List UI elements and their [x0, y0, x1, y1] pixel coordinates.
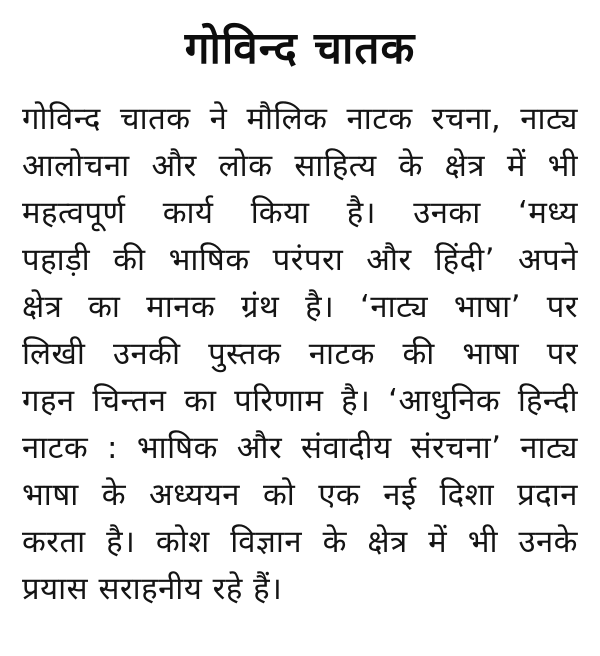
article-body: [22, 96, 578, 613]
body-line-5: क्षेत्र का मानक ग्रंथ है। ‘नाट्य भाषा’ पर: [22, 289, 578, 325]
body-line-10: करता है। कोश विज्ञान के क्षेत्र में भी उनके: [22, 524, 578, 560]
body-line-8: नाटक : भाषिक और संवादीय संरचना’ नाट्य: [22, 430, 578, 466]
article-title: गोविन्द चातक: [184, 23, 416, 74]
body-line-11: प्रयास सराहनीय रहे हैं।: [22, 571, 283, 607]
body-line-9: भाषा के अध्ययन को एक नई दिशा प्रदान: [22, 477, 578, 513]
body-line-1: गोविन्द चातक ने मौलिक नाटक रचना, नाट्य: [22, 101, 578, 137]
body-line-2: आलोचना और लोक साहित्य के क्षेत्र में भी: [22, 148, 578, 184]
body-line-7: गहन चिन्तन का परिणाम है। ‘आधुनिक हिन्दी: [22, 383, 578, 419]
body-line-3: महत्वपूर्ण कार्य किया है। उनका ‘मध्य: [22, 195, 578, 231]
body-line-6: लिखी उनकी पुस्तक नाटक की भाषा पर: [22, 336, 578, 372]
body-line-4: पहाड़ी की भाषिक परंपरा और हिंदी’ अपने: [22, 242, 578, 278]
